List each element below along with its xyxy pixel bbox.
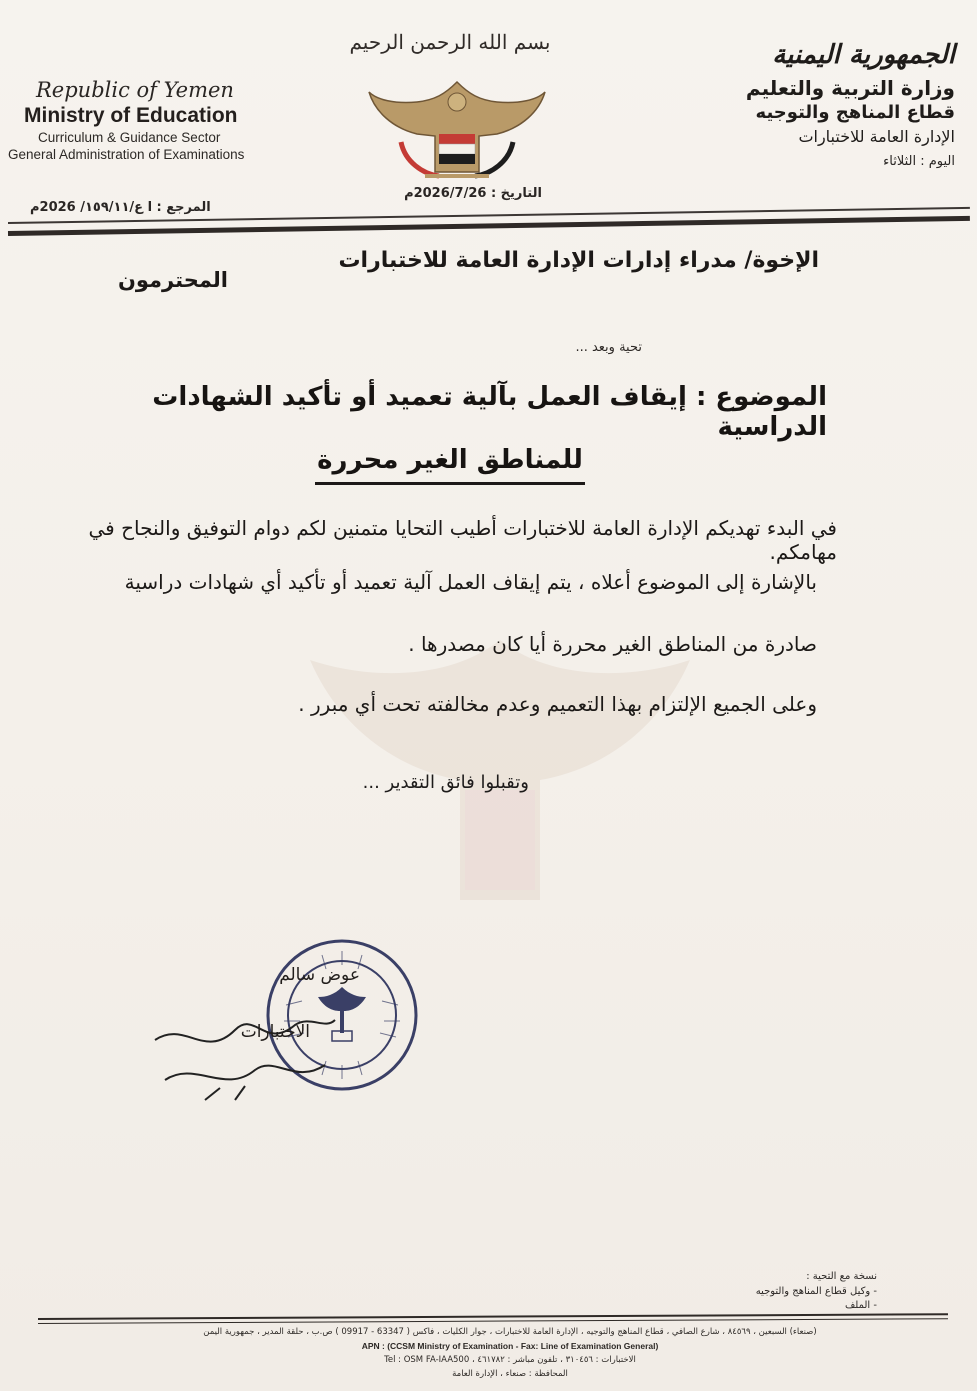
english-header — [8, 78, 322, 162]
header-republic-ar: الجمهورية اليمنية — [772, 40, 955, 70]
header-sector-en: Curriculum & Guidance Sector — [38, 130, 221, 145]
signatory-name: عوض سالم — [279, 965, 360, 985]
header-ministry-ar: وزارة التربية والتعليم — [745, 76, 955, 100]
watermark-emblem-icon — [250, 620, 750, 920]
cc-list — [657, 1270, 877, 1314]
addressee: الإخوة/ مدراء إدارات الإدارة العامة للاختبارات — [338, 248, 819, 273]
body-paragraph-3: صادرة من المناطق الغير محررة أيا كان مصدرها . — [408, 632, 817, 656]
header-ministry-en: Ministry of Education — [24, 104, 238, 127]
cc-line: نسخة مع التحية : — [806, 1271, 877, 1282]
body-paragraph-1: في البدء تهديكم الإدارة العامة للاختبارات أطيب التحايا متمنين لكم دوام التوفيق والنجاح في مهامكم. — [88, 516, 837, 564]
footer-address-line: (صنعاء) السبعين ، ٨٤٥٦٩ ، شارع الصافي ، قطاع المناهج والتوجيه ، الإدارة العامة للاختبارات ، جوار الكليات ، فاكس ( 63347 - 09917 ) ص.ب ، حلقة المدير ، جمهورية اليمن — [203, 1327, 817, 1337]
handwritten-signature-icon — [145, 1000, 345, 1110]
header-day: اليوم : الثلاثاء — [883, 154, 955, 169]
cc-line: - الملف — [844, 1300, 877, 1311]
yemen-eagle-emblem-icon — [365, 72, 550, 182]
subject-underline — [315, 482, 585, 485]
header-administration-en: General Administration of Examinations — [8, 147, 245, 162]
header-sector-ar: قطاع المناهج والتوجيه — [755, 102, 955, 123]
footer-location-line: المحافظة : صنعاء ، الإدارة العامة — [452, 1369, 568, 1379]
header-republic-en: Republic of Yemen — [36, 78, 234, 102]
body-paragraph-4: وعلى الجميع الإلتزام بهذا التعميم وعدم مخالفته تحت أي مبرر . — [298, 692, 817, 716]
footer-english-line: APN : (CCSM Ministry of Examination - Fax: Line of Examination General) — [361, 1341, 659, 1351]
body-paragraph-2: بالإشارة إلى الموضوع أعلاه ، يتم إيقاف العمل آلية تعميد أو تأكيد أي شهادات دراسية — [124, 570, 817, 594]
closing-phrase: وتقبلوا فائق التقدير ... — [362, 772, 529, 793]
greeting: تحية وبعد ... — [575, 340, 642, 355]
letter-date: التاريخ : 2026/7/26م — [404, 186, 542, 201]
subject-line-1: الموضوع : إيقاف العمل بآلية تعميد أو تأكيد الشهادات الدراسية — [152, 382, 827, 442]
footer-contact-line: الاختبارات : ٣١٠٤٥٦ ، تلفون مباشر : ٤٦١٧٨٢ ، Tel : OSM FA-IAA500 — [384, 1355, 636, 1365]
respected-label: المحترمون — [117, 268, 228, 292]
cc-line: - وكيل قطاع المناهج والتوجيه — [755, 1285, 877, 1297]
header-administration-ar: الإدارة العامة للاختبارات — [798, 127, 955, 146]
basmala: بسم الله الرحمن الرحيم — [349, 30, 551, 54]
reference-number: المرجع : ا ع/١٥٩/١١/ 2026م — [30, 200, 211, 215]
arabic-header — [655, 40, 955, 169]
subject-line-2: للمناطق الغير محررة — [317, 445, 583, 475]
signatory-title: الاختبارات — [240, 1022, 310, 1042]
